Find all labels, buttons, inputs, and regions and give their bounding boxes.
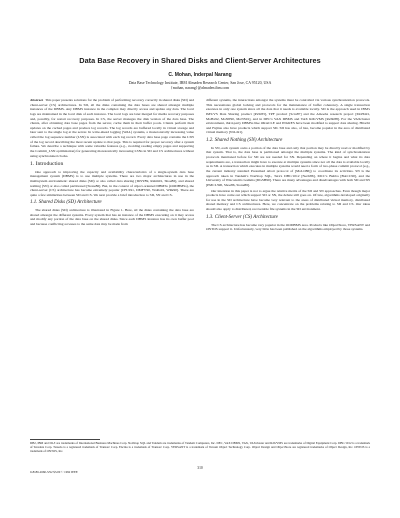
paragraph: The CS architecture has become very popular in the OODBMS area. Products like ObjectStore, VERSANT and ONTOS support it. Unfortunately, very little has been published on the algorithms employed by those systems. <box>206 222 370 232</box>
section-heading-shared-disks: 1.1. Shared Disks (SD) Architecture <box>30 200 102 206</box>
authors: C. Mohan, Inderpal Narang <box>168 72 232 78</box>
paragraph: Our intention in this paper is not to argue the relative merits of the SD and SN approaches. Even though major products have come out which support SD or SN, the debate still goes on. Of late, algorithms developed originally for use in the SD architecture have become very relevant to the areas of distributed virtual memory, distributed shared memory and CS architectures. Here, we concentrate on the problems relating to SD and CS. Our ideas should also apply to distributed, recoverable file systems in the SD environment. <box>206 188 370 212</box>
author-emails: {mohan, narang}@almaden.ibm.com <box>170 86 230 91</box>
abstract <box>30 98 194 158</box>
page-number: 310 <box>197 466 203 470</box>
section-heading-introduction: 1. Introduction <box>30 161 64 168</box>
right-column <box>206 98 370 233</box>
paragraph: The shared disks (SD) architecture is illustrated in Figure 1. Here, all the disks containing the data base are shared amongst the different systems. Every system that has an instance of the DBMS executing on it may access and modify any portion of the data base on the shared disks. Since each DBMS instance has its own buffer pool and because conflicting accesses to the same data may be made from <box>30 208 194 227</box>
paragraph: One approach to improving the capacity and availability characteristics of a single-system data base management system (DBMS) is to use multiple systems. There are two major architectures in use in the multisystem environment: shared disks (SD) or also called data sharing [DiSY89, Rahm91, Shoe86], and shared nothing (SN) or also called partitioned [Stone86]. But, in the context of object-oriented DBMSs (OODBMSs), the client-server (CS) architecture has become extremely popular [CFLS91, DMFV90, WaRo91, Wilk90]. There are quite a few similarities between SD and CS. We next provide a brief introduction to SD, SN and CS. <box>30 169 194 197</box>
abstract-text: This paper presents solutions for the problem of performing recovery correctly in shared disks (SD) and client-server (CS) architectures. In SD, all the disks containing the data bases are shared amongst multiple instances of the DBMS. Any DBMS instance in the complex may directly access and update any data. The local logs are maintained in the local disk of each instance. The local logs are later merged for media recovery purposes and, possibly, for restart recovery purposes. In CS, the server manages the disk version of the data base. The clients, after obtaining data base pages from the server, cache them in their buffer pools. Clients perform their updates on the cached pages and produce log records. The log records are buffered locally in virtual storage and later sent to the single log at the server. In write-ahead logging (WAL) systems, a monotonically increasing value called the log sequence number (LSN) is associated with each log record. Every data base page contains the LSN of the log record describing the most recent update to that page. This is required for proper recovery after a system failure. We describe a technique with some valuable features (e.g., avoiding reading empty pages and supporting the Commit_LSN optimization) for generating monotonically increasing LSNs in SD and CS architectures without using synchronized clocks. <box>30 98 194 158</box>
paragraph: different systems, the interactions amongst the systems must be controlled via various synchronization protocols. This necessitates global locking and protocols for the maintenance of buffer coherency. A single transaction executes in only one system since all the data that it needs is available locally. SD is the approach used in IBM's IMS/VS Data Sharing product [PeSt83], TPF product [Scru87] and the Amoeba research project [MoHa91, MoHa92, MoNP90, MoNS91], and in DEC's VAX DBMS and VAX Rdb/VMS [ReSh88]. For the VAXcluster environment, third-party DBMSs like ORACLE and INGRES have been modified to support data sharing. Hitachi and Fujitsu also have products which support SD. SD has also, of late, become popular in the area of distributed virtual memory [NiLo91]. <box>206 98 370 135</box>
trademark-footnote: DB2, IBM and DL/I are trademarks of International Business Machines Corp. NonStop SQL and Tandem are trademarks of Tandem Computers, Inc. DEC, VAX DBMS, VAX, VAXcluster and Rdb/VMS are trademarks of Digital Equipment Corp. DBC/1012 is a trademark of Teradata Corp. Tuxedo is a registered trademark of Transarc Corp. Encina is a trademark of Transarc Corp. VERSANT is a trademark of Versant Object Technology Corp. Object Design and ObjectStore are registered trademarks of Object Design, Inc. ONTOS is a trademark of ONTOS, Inc. <box>30 441 370 453</box>
footnote-divider <box>30 439 100 440</box>
section-heading-client-server: 1.3. Client-Server (CS) Architecture <box>206 214 278 220</box>
left-column <box>30 98 194 228</box>
abstract-label: Abstract <box>30 98 44 102</box>
paper-title: Data Base Recovery in Shared Disks and Client-Server Architectures <box>79 56 321 65</box>
affiliation: Data Base Technology Institute, IBM Almaden Research Center, San Jose, CA 95120, USA <box>128 81 272 85</box>
copyright-line: 0-8186-2660-5/92 $3.00 © 1992 IEEE <box>30 470 78 474</box>
affiliation-block <box>0 81 400 92</box>
paragraph: In SN, each system owns a portion of the data base and only that portion may be directly read or modified by that system. That is, the data base is partitioned amongst the multiple systems. The kind of synchronization protocols mentioned before for SD are not needed for SN. Depending on where it begins and what its data requirements are, a transaction might have to execute at multiple systems since not all the data is available locally as in SD. A transaction which executes in multiple systems would need a form of two-phase commit protocol (e.g., the current industry standard Presumed Abort protocol of [MoLO86]) to coordinate its activities. SN is the approach taken in Tandem's NonStop SQL, Tera's DBC/1012 [Nech86], MCC's Bubba [BACC90], and the University of Wisconsin's Gamma [DGSB90]. There are many advantages and disadvantages with both SD and SN [PMCL590, Shoe86, Stone86]. <box>206 145 370 187</box>
section-heading-shared-nothing: 1.2. Shared Nothing (SN) Architecture <box>206 138 283 143</box>
